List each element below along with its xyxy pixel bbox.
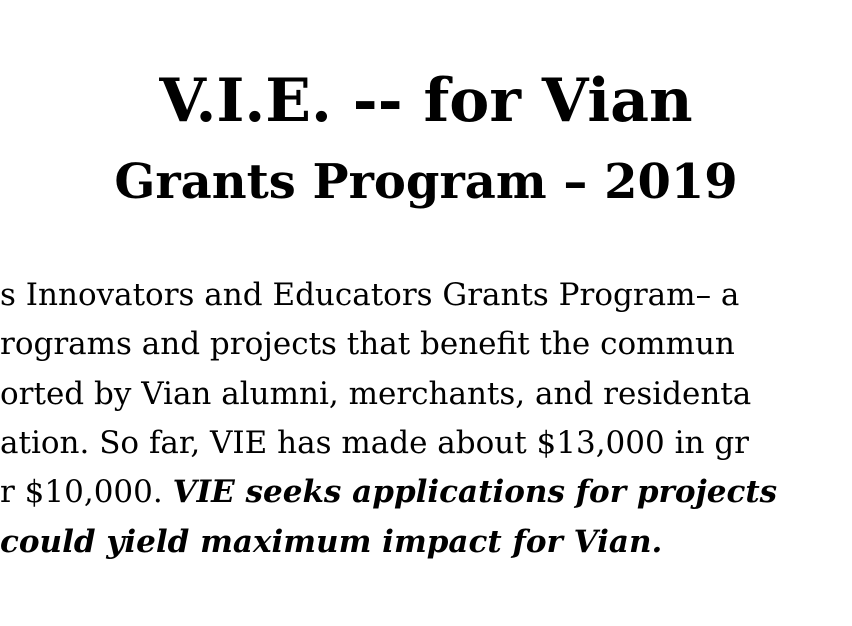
body-line-5-text: r $10,000. [0, 474, 173, 510]
body-line-4: ation. So far, VIE has made about $13,000 in gr [0, 425, 749, 461]
body-line-6-emphasis: could yield maximum impact for Vian. [0, 524, 663, 560]
document-title: V.I.E. -- for Vian [159, 66, 693, 136]
body-line-3: orted by Vian alumni, merchants, and residenta [0, 376, 752, 412]
body-line-1: s Innovators and Educators Grants Program– a [0, 277, 740, 313]
body-line-2: rograms and projects that benefit the commun [0, 326, 735, 362]
emphasis-text: VIE seeks applications for projects [172, 474, 778, 510]
document-subtitle: Grants Program – 2019 [114, 154, 738, 210]
body-line-5 [0, 472, 777, 512]
